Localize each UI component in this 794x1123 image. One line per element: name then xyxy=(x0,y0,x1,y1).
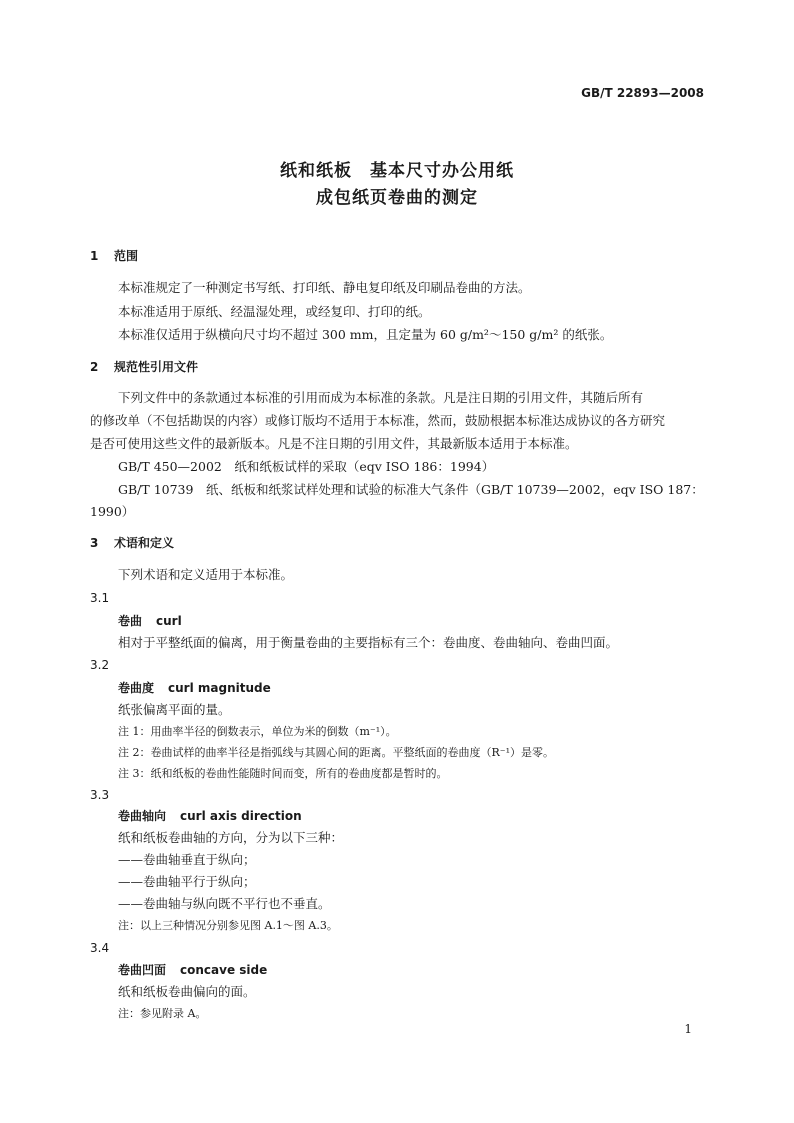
term-zh: 卷曲度 xyxy=(118,681,155,695)
section-heading-scope xyxy=(90,248,138,264)
term-definition: 纸和纸板卷曲轴的方向，分为以下三种： xyxy=(118,830,344,845)
note: 注：以上三种情况分别参见图 A.1～图 A.3。 xyxy=(118,919,338,932)
section-title: 规范性引用文件 xyxy=(114,360,199,374)
paragraph: 本标准仅适用于纵横向尺寸均不超过 300 mm，且定量为 60 g/m²～150 g/m² 的纸张。 xyxy=(118,327,613,342)
term-en: curl magnitude xyxy=(168,681,271,695)
section-heading-normative-references xyxy=(90,359,198,375)
term-en: curl axis direction xyxy=(180,809,302,823)
section-title: 术语和定义 xyxy=(114,536,175,550)
term-heading xyxy=(118,613,182,629)
term-zh: 卷曲 xyxy=(118,614,143,628)
term-zh: 卷曲轴向 xyxy=(118,809,167,823)
list-item: ——卷曲轴平行于纵向； xyxy=(118,874,256,889)
term-en: concave side xyxy=(180,963,268,977)
section-number: 2 xyxy=(90,360,99,374)
section-number: 1 xyxy=(90,249,99,263)
reference-item: GB/T 450—2002 纸和纸板试样的采取（eqv ISO 186：1994） xyxy=(118,459,495,474)
term-definition: 纸和纸板卷曲偏向的面。 xyxy=(118,984,256,999)
clause-number: 3.3 xyxy=(90,788,110,802)
note: 注：参见附录 A。 xyxy=(118,1007,207,1020)
section-number: 3 xyxy=(90,536,99,550)
reference-item: GB/T 10739 纸、纸板和纸浆试样处理和试验的标准大气条件（GB/T 10739—2002，eqv ISO 187： xyxy=(118,482,704,497)
section-title: 范围 xyxy=(114,249,139,263)
clause-number: 3.2 xyxy=(90,658,110,672)
paragraph: 下列术语和定义适用于本标准。 xyxy=(118,567,294,582)
term-definition: 纸张偏离平面的量。 xyxy=(118,702,231,717)
list-item: ——卷曲轴与纵向既不平行也不垂直。 xyxy=(118,896,331,911)
document-title-line2: 成包纸页卷曲的测定 xyxy=(316,188,478,208)
list-item: ——卷曲轴垂直于纵向； xyxy=(118,852,256,867)
document-title-line1: 纸和纸板 基本尺寸办公用纸 xyxy=(280,161,514,181)
term-heading xyxy=(118,808,302,824)
note: 注 3：纸和纸板的卷曲性能随时间而变，所有的卷曲度都是暂时的。 xyxy=(118,767,448,780)
reference-item-continuation: 1990） xyxy=(90,504,135,519)
term-en: curl xyxy=(156,614,182,628)
standard-number: GB/T 22893—2008 xyxy=(581,86,704,100)
paragraph-line: 是否可使用这些文件的最新版本。凡是不注日期的引用文件，其最新版本适用于本标准。 xyxy=(90,436,578,451)
term-zh: 卷曲凹面 xyxy=(118,963,167,977)
paragraph-line: 的修改单（不包括勘误的内容）或修订版均不适用于本标准，然而，鼓励根据本标准达成协议的各方研究 xyxy=(90,413,666,428)
section-heading-terms-definitions xyxy=(90,535,174,551)
term-heading xyxy=(118,680,271,696)
paragraph-line: 下列文件中的条款通过本标准的引用而成为本标准的条款。凡是注日期的引用文件，其随后所有 xyxy=(118,390,644,405)
note: 注 2：卷曲试样的曲率半径是指弧线与其圆心间的距离。平整纸面的卷曲度（R⁻¹）是零。 xyxy=(118,746,554,759)
paragraph: 本标准适用于原纸、经温湿处理，或经复印、打印的纸。 xyxy=(118,304,431,319)
page-number: 1 xyxy=(684,1022,692,1036)
term-definition: 相对于平整纸面的偏离，用于衡量卷曲的主要指标有三个：卷曲度、卷曲轴向、卷曲凹面。 xyxy=(118,635,619,650)
clause-number: 3.4 xyxy=(90,941,110,955)
paragraph: 本标准规定了一种测定书写纸、打印纸、静电复印纸及印刷品卷曲的方法。 xyxy=(118,280,531,295)
term-heading xyxy=(118,962,267,978)
clause-number: 3.1 xyxy=(90,591,110,605)
note: 注 1：用曲率半径的倒数表示，单位为米的倒数（m⁻¹）。 xyxy=(118,725,397,738)
